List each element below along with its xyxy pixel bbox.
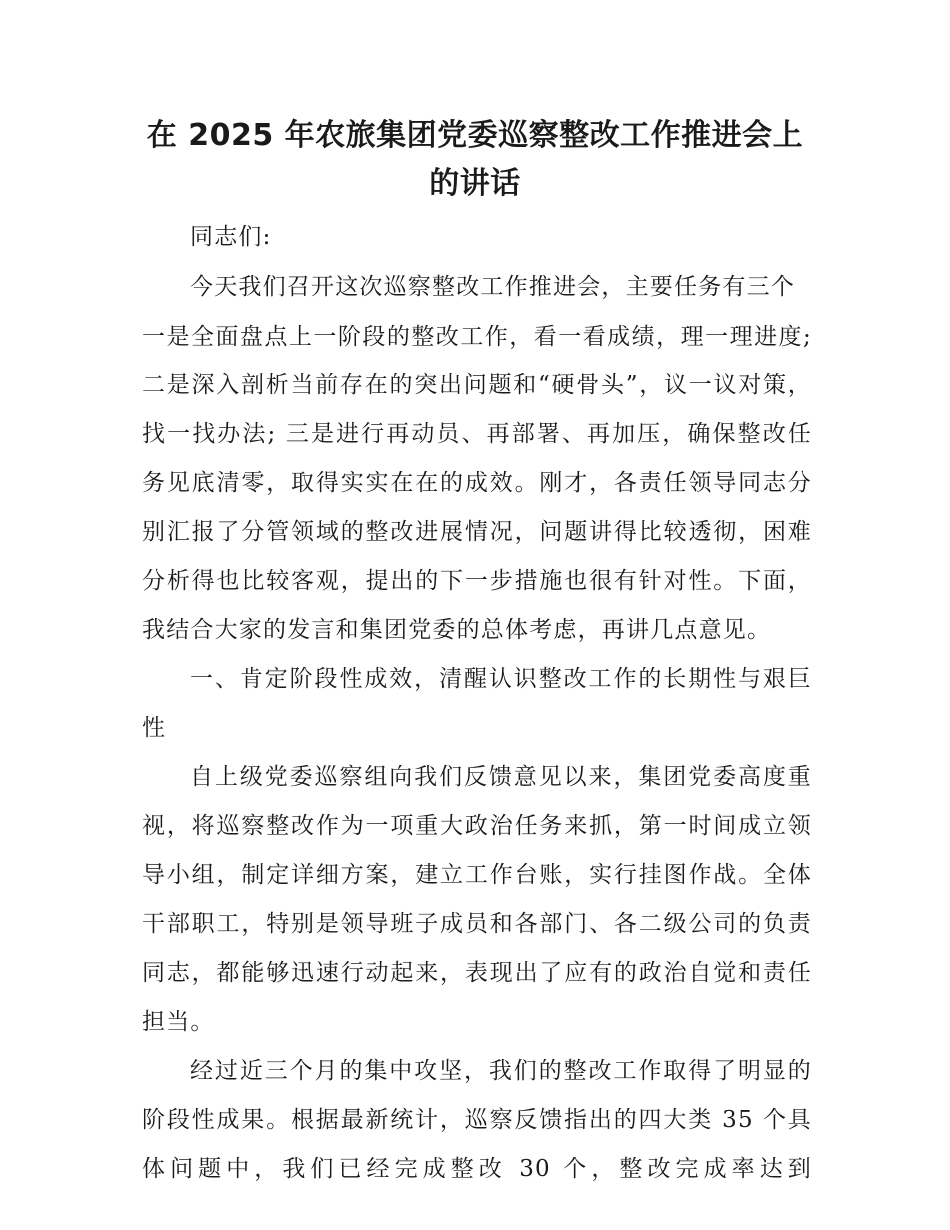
paragraph-line: 今天我们召开这次巡察整改工作推进会，主要任务有三个	[190, 274, 795, 300]
paragraph-line: 导小组，制定详细方案，建立工作台账，实行挂图作战。全体	[142, 862, 812, 888]
paragraph-line: 分析得也比较客观，提出的下一步措施也很有针对性。下面，	[142, 568, 812, 594]
paragraph-line: 阶段性成果。根据最新统计，巡察反馈指出的四大类 35 个具	[142, 1107, 812, 1133]
section-heading-line: 性	[142, 715, 167, 741]
paragraph-line: 经过近三个月的集中攻坚，我们的整改工作取得了明显的	[190, 1058, 812, 1084]
paragraph-line: 二是深入剖析当前存在的突出问题和“硬骨头”，议一议对策，	[142, 372, 812, 398]
paragraph-line: 别汇报了分管领域的整改进展情况，问题讲得比较透彻，困难	[142, 519, 812, 545]
paragraph-line: 担当。	[142, 1009, 215, 1035]
paragraph-line: 我结合大家的发言和集团党委的总体考虑，再讲几点意见。	[142, 617, 772, 643]
salutation: 同志们:	[190, 224, 272, 250]
section-heading-line: 一、肯定阶段性成效，清醒认识整改工作的长期性与艰巨	[190, 666, 812, 692]
paragraph-line: 一是全面盘点上一阶段的整改工作，看一看成绩，理一理进度;	[142, 324, 812, 350]
paragraph-line: 找一找办法; 三是进行再动员、再部署、再加压，确保整改任	[142, 421, 812, 447]
paragraph-line: 干部职工，特别是领导班子成员和各部门、各二级公司的负责	[142, 911, 812, 937]
paragraph-line: 同志，都能够迅速行动起来，表现出了应有的政治自觉和责任	[142, 960, 812, 986]
document-title-line-2: 的讲话	[429, 166, 521, 201]
paragraph-line: 视，将巡察整改作为一项重大政治任务来抓，第一时间成立领	[142, 813, 812, 839]
document-title-line-1: 在 2025 年农旅集团党委巡察整改工作推进会上	[146, 118, 804, 153]
paragraph-line: 体问题中，我们已经完成整改 30 个，整改完成率达到	[142, 1156, 812, 1182]
paragraph-line: 务见底清零，取得实实在在的成效。刚才，各责任领导同志分	[142, 470, 812, 496]
paragraph-line: 自上级党委巡察组向我们反馈意见以来，集团党委高度重	[190, 764, 812, 790]
